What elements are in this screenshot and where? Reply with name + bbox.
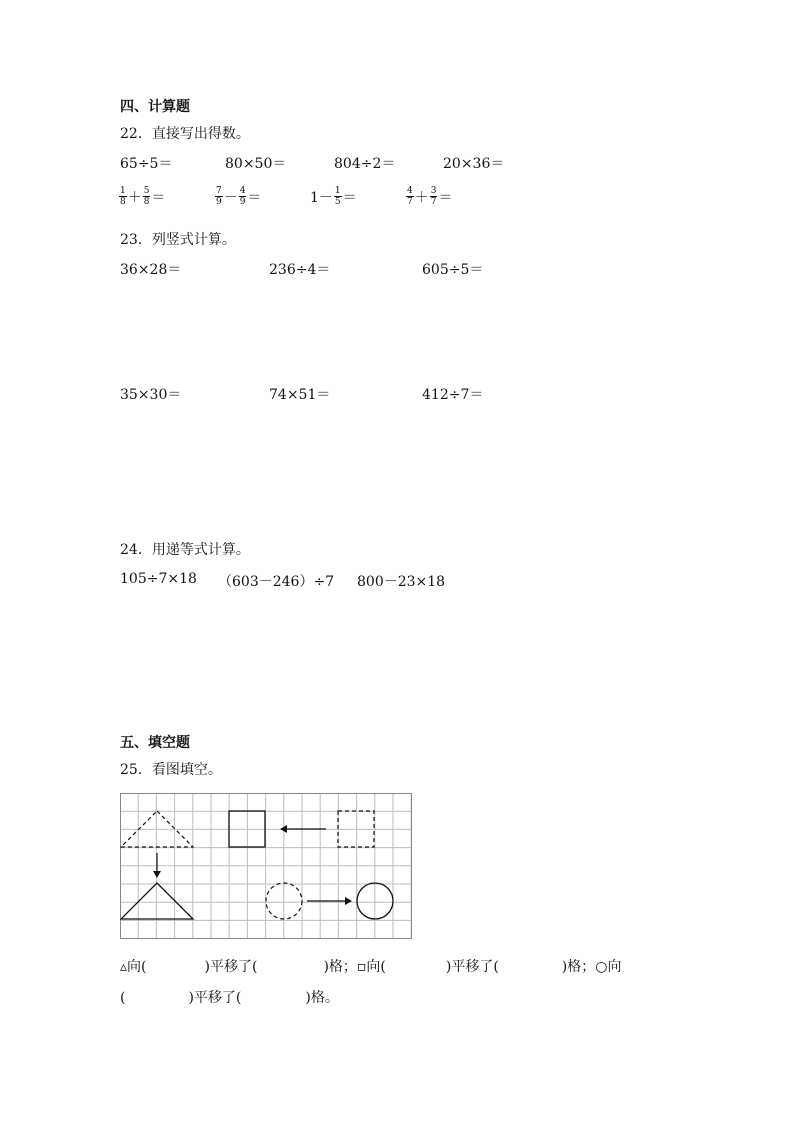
section-title-4: 四、计算题	[120, 99, 190, 115]
q22-fraction-item-1: $\frac{1}{8}$ ＋ $\frac{5}{8}$ ＝	[120, 186, 166, 207]
q24-item-3: 800－23×18	[357, 574, 446, 590]
fraction: $\frac{5}{8}$	[143, 186, 150, 207]
question-22-label: 22．直接写出得数。	[120, 126, 250, 142]
question-23-label: 23．列竖式计算。	[120, 232, 236, 248]
q22-fraction-item-2: $\frac{7}{9}$ － $\frac{4}{9}$ ＝	[216, 186, 262, 207]
q24-item-1: 105÷7×18	[120, 571, 197, 587]
fraction: $\frac{1}{8}$	[120, 186, 126, 207]
fraction: $\frac{1}{5}$	[334, 186, 341, 207]
q23-item-5: 74×51＝	[269, 387, 331, 403]
q22-item-2: 80×50＝	[225, 156, 287, 172]
fraction: $\frac{3}{7}$	[430, 186, 437, 207]
q25-answer-line-1: ▵向( )平移了( )格；▫向( )平移了( )格；○向	[120, 959, 622, 975]
q23-item-3: 605÷5＝	[422, 262, 484, 278]
q22-fraction-item-3: 1－ $\frac{1}{5}$ ＝	[310, 186, 357, 207]
q23-item-1: 36×28＝	[120, 262, 182, 278]
section-title-5: 五、填空题	[120, 735, 190, 751]
triangle-solid-translated	[121, 883, 193, 919]
q23-item-2: 236÷4＝	[269, 262, 331, 278]
fraction: $\frac{4}{7}$	[407, 186, 413, 207]
question-25-label: 25．看图填空。	[120, 762, 222, 778]
q22-fraction-item-4: $\frac{4}{7}$ ＋ $\frac{3}{7}$ ＝	[407, 186, 453, 207]
q25-answer-line-2: ( )平移了( )格。	[120, 990, 339, 1006]
fraction: $\frac{4}{9}$	[239, 186, 246, 207]
question-24-label: 24．用递等式计算。	[120, 542, 250, 558]
q24-item-2: （603－246）÷7	[218, 574, 335, 590]
translation-grid-figure	[120, 793, 412, 943]
q23-item-4: 35×30＝	[120, 387, 182, 403]
q22-item-3: 804÷2＝	[334, 156, 396, 172]
q23-item-6: 412÷7＝	[422, 387, 484, 403]
q22-item-1: 65÷5＝	[120, 156, 173, 172]
q22-item-4: 20×36＝	[443, 156, 505, 172]
fraction: $\frac{7}{9}$	[216, 186, 222, 207]
